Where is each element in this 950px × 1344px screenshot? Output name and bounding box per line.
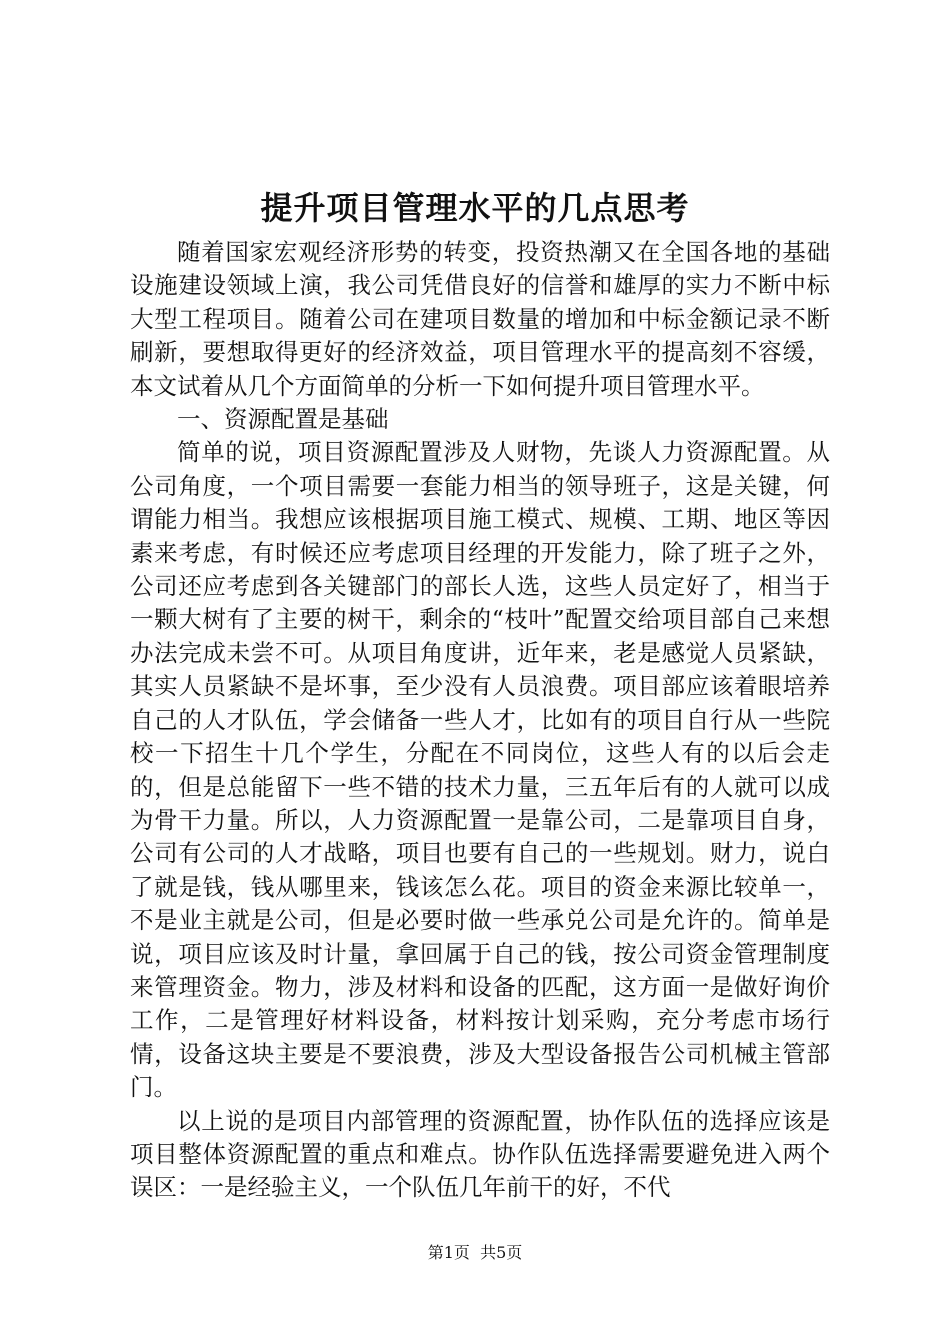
section-heading: 一、资源配置是基础 (177, 405, 389, 434)
page-number: 第1页 (427, 1243, 470, 1262)
document-title: 提升项目管理水平的几点思考 (260, 189, 690, 227)
document-body (130, 236, 830, 1205)
paragraph-resources: 简单的说，项目资源配置涉及人财物，先谈人力资源配置。从公司角度，一个项目需要一套能力相当的领导班子，这是关键，何谓能力相当。我想应该根据项目施工模式、规模、工期、地区等因素来考虑，有时候还应考虑项目经理的开发能力，除了班子之外，公司还应考虑到各关键部门的部长人选，这些人员定好了，相当于一颗大树有了主要的树干，剩余的“枝叶”配置交给项目部自己来想办法完成未尝不可。从项目角度讲，近年来，老是感觉人员紧缺，其实人员紧缺不是坏事，至少没有人员浪费。项目部应该着眼培养自己的人才队伍，学会储备一些人才，比如有的项目自行从一些院校一下招生十几个学生，分配在不同岗位，这些人有的以后会走的，但是总能留下一些不错的技术力量，三五年后有的人就可以成为骨干力量。所以，人力资源配置一是靠公司，二是靠项目自身，公司有公司的人才战略，项目也要有自己的一些规划。财力，说白了就是钱，钱从哪里来，钱该怎么花。项目的资金来源比较单一，不是业主就是公司，但是必要时做一些承兑公司是允许的。简单是说，项目应该及时计量，拿回属于自己的钱，按公司资金管理制度来管理资金。物力，涉及材料和设备的匹配，这方面一是做好询价工作，二是管理好材料设备，材料按计划采购，充分考虑市场行情，设备这块主要是不要浪费，涉及大型设备报告公司机械主管部门。 (130, 438, 830, 1102)
paragraph-intro: 随着国家宏观经济形势的转变，投资热潮又在全国各地的基础设施建设领域上演，我公司凭借良好的信誉和雄厚的实力不断中标大型工程项目。随着公司在建项目数量的增加和中标金额记录不断刷新，要想取得更好的经济效益，项目管理水平的提高刻不容缓，本文试着从几个方面简单的分析一下如何提升项目管理水平。 (130, 238, 830, 400)
page-total: 共5页 (480, 1243, 523, 1262)
page-footer (0, 1242, 950, 1264)
paragraph-cooperation: 以上说的是项目内部管理的资源配置，协作队伍的选择应该是项目整体资源配置的重点和难点。协作队伍选择需要避免进入两个误区：一是经验主义，一个队伍几年前干的好，不代 (130, 1106, 830, 1202)
